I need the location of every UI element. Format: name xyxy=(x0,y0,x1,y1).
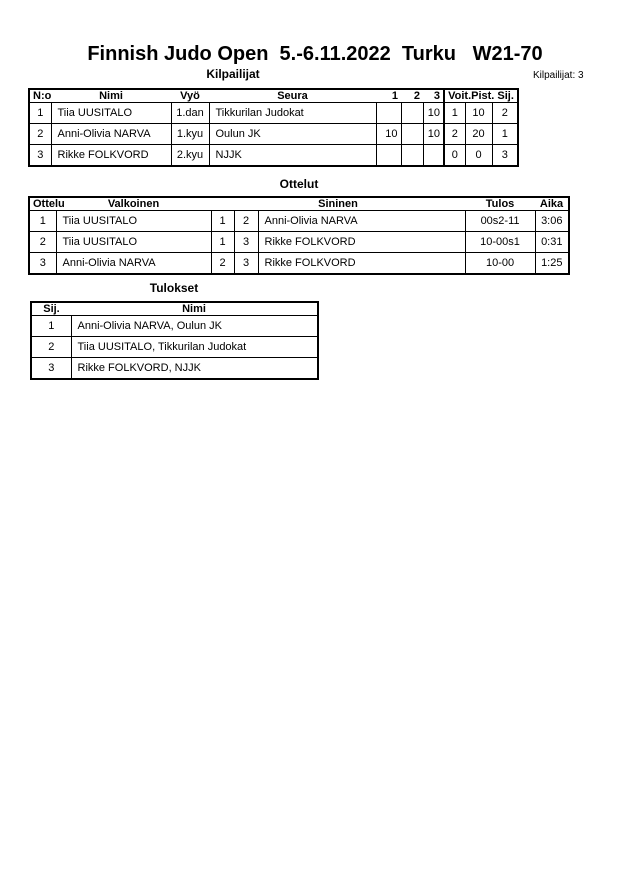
competitor-score-2 xyxy=(401,124,423,145)
white-no: 2 xyxy=(211,253,234,275)
competitor-points: 0 xyxy=(465,145,492,167)
competitors-count-label: Kilpailijat: 3 xyxy=(533,70,584,81)
white-no: 1 xyxy=(211,211,234,232)
col-header-time: Aika xyxy=(535,197,569,211)
result-name: Rikke FOLKVORD, NJJK xyxy=(71,358,318,380)
match-time: 3:06 xyxy=(535,211,569,232)
competitor-wins: 0 xyxy=(444,145,465,167)
competitors-header-row xyxy=(29,89,518,103)
match-row xyxy=(29,232,569,253)
col-header-club: Seura xyxy=(209,89,376,103)
col-header-round-1: 1 xyxy=(376,89,401,103)
competitor-name: Tiia UUSITALO xyxy=(51,103,171,124)
competitor-belt: 1.dan xyxy=(171,103,209,124)
competitor-place: 1 xyxy=(492,124,518,145)
competitor-name: Anni-Olivia NARVA xyxy=(51,124,171,145)
competitor-belt: 1.kyu xyxy=(171,124,209,145)
competitor-wins: 2 xyxy=(444,124,465,145)
match-result: 10-00 xyxy=(465,253,535,275)
blue-name: Rikke FOLKVORD xyxy=(258,253,465,275)
competitor-score-1 xyxy=(376,103,401,124)
competitor-row xyxy=(29,145,518,167)
competitor-no: 1 xyxy=(29,103,51,124)
white-name: Tiia UUSITALO xyxy=(56,211,211,232)
page-title: Finnish Judo Open 5.-6.11.2022 Turku W21-70 xyxy=(87,43,543,65)
competitor-wins: 1 xyxy=(444,103,465,124)
competitors-table xyxy=(28,88,519,167)
competitor-no: 2 xyxy=(29,124,51,145)
competitor-score-2 xyxy=(401,145,423,167)
result-row xyxy=(31,337,318,358)
competitor-row xyxy=(29,103,518,124)
result-name: Anni-Olivia NARVA, Oulun JK xyxy=(71,316,318,337)
col-header-round-3: 3 xyxy=(423,89,444,103)
competitors-section-title: Kilpailijat xyxy=(206,67,260,81)
competitor-belt: 2.kyu xyxy=(171,145,209,167)
competitor-no: 3 xyxy=(29,145,51,167)
col-header-blue: Sininen xyxy=(211,197,465,211)
competitor-row xyxy=(29,124,518,145)
match-no: 1 xyxy=(29,211,56,232)
white-no: 1 xyxy=(211,232,234,253)
match-time: 1:25 xyxy=(535,253,569,275)
competitor-score-2 xyxy=(401,103,423,124)
competitor-club: Tikkurilan Judokat xyxy=(209,103,376,124)
matches-section-title: Ottelut xyxy=(279,177,319,191)
result-row xyxy=(31,316,318,337)
matches-table xyxy=(28,196,570,275)
blue-name: Anni-Olivia NARVA xyxy=(258,211,465,232)
col-header-result: Tulos xyxy=(465,197,535,211)
match-no: 2 xyxy=(29,232,56,253)
competitor-points: 10 xyxy=(465,103,492,124)
competitor-score-3: 10 xyxy=(423,124,444,145)
matches-header-row xyxy=(29,197,569,211)
col-header-match: Ottelu xyxy=(29,197,56,211)
white-name: Anni-Olivia NARVA xyxy=(56,253,211,275)
result-place: 3 xyxy=(31,358,71,380)
white-name: Tiia UUSITALO xyxy=(56,232,211,253)
competitor-place: 3 xyxy=(492,145,518,167)
match-result: 10-00s1 xyxy=(465,232,535,253)
col-header-wins-points-place: Voit.Pist. Sij. xyxy=(444,89,518,103)
competitor-place: 2 xyxy=(492,103,518,124)
competitor-club: Oulun JK xyxy=(209,124,376,145)
result-place: 2 xyxy=(31,337,71,358)
col-header-result-name: Nimi xyxy=(71,302,318,316)
match-time: 0:31 xyxy=(535,232,569,253)
competitor-score-3: 10 xyxy=(423,103,444,124)
match-row xyxy=(29,253,569,275)
match-no: 3 xyxy=(29,253,56,275)
blue-no: 3 xyxy=(234,253,258,275)
competitor-name: Rikke FOLKVORD xyxy=(51,145,171,167)
competitor-points: 20 xyxy=(465,124,492,145)
results-section-title: Tulokset xyxy=(149,281,199,295)
competitor-score-3 xyxy=(423,145,444,167)
result-place: 1 xyxy=(31,316,71,337)
result-name: Tiia UUSITALO, Tikkurilan Judokat xyxy=(71,337,318,358)
col-header-round-2: 2 xyxy=(401,89,423,103)
competitor-score-1 xyxy=(376,145,401,167)
col-header-place: Sij. xyxy=(31,302,71,316)
results-header-row xyxy=(31,302,318,316)
result-row xyxy=(31,358,318,380)
col-header-name: Nimi xyxy=(51,89,171,103)
results-table xyxy=(30,301,319,380)
blue-no: 2 xyxy=(234,211,258,232)
match-result: 00s2-11 xyxy=(465,211,535,232)
col-header-no: N:o xyxy=(29,89,51,103)
blue-no: 3 xyxy=(234,232,258,253)
competitor-club: NJJK xyxy=(209,145,376,167)
blue-name: Rikke FOLKVORD xyxy=(258,232,465,253)
col-header-belt: Vyö xyxy=(171,89,209,103)
competitor-score-1: 10 xyxy=(376,124,401,145)
match-row xyxy=(29,211,569,232)
col-header-white: Valkoinen xyxy=(56,197,211,211)
